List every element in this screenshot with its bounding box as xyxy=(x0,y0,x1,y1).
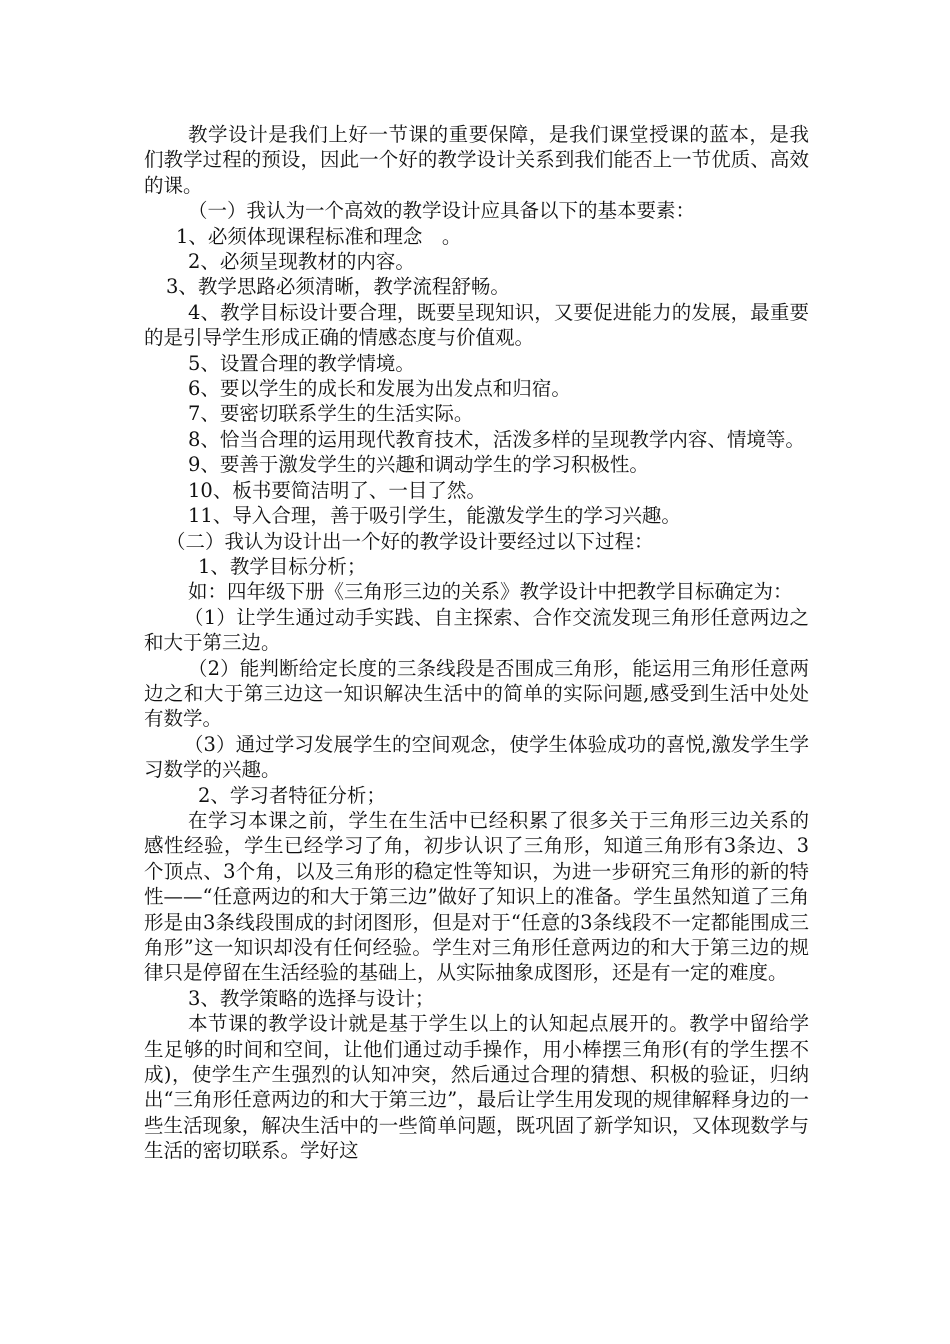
document-body xyxy=(144,122,809,1164)
element-item-5: 5、设置合理的教学情境。 xyxy=(188,351,415,375)
goal-1: （1）让学生通过动手实践、自主探索、合作交流发现三角形任意两边之和大于第三边。 xyxy=(144,605,809,655)
element-item-9: 9、要善于激发学生的兴趣和调动学生的学习积极性。 xyxy=(188,453,649,477)
element-item-8: 8、恰当合理的运用现代教育技术，活泼多样的呈现教学内容、情境等。 xyxy=(188,427,805,451)
element-item-6: 6、要以学生的成长和发展为出发点和归宿。 xyxy=(188,377,571,401)
element-item-11: 11、导入合理，善于吸引学生，能激发学生的学习兴趣。 xyxy=(188,504,681,528)
process-step-3: 3、教学策略的选择与设计； xyxy=(188,986,435,1010)
element-item-3: 3、教学思路必须清晰，教学流程舒畅。 xyxy=(166,275,510,299)
element-item-10: 10、板书要简洁明了、一目了然。 xyxy=(188,478,486,502)
process-step-1: 1、教学目标分析； xyxy=(198,554,367,578)
element-item-1: 1、必须体现课程标准和理念 。 xyxy=(176,224,462,248)
goal-2: （2）能判断给定长度的三条线段是否围成三角形，能运用三角形任意两边之和大于第三边这一知识解决生活中的简单的实际问题,感受到生活中处处有数学。 xyxy=(144,656,809,731)
process-step-2: 2、学习者特征分析； xyxy=(198,783,386,807)
element-item-7: 7、要密切联系学生的生活实际。 xyxy=(188,402,474,426)
strategy-paragraph: 本节课的教学设计就是基于学生以上的认知起点展开的。教学中留给学生足够的时间和空间，让他们通过动手操作，用小棒摆三角形(有的学生摆不成)，使学生产生强烈的认知冲突，然后通过合理的猜想、积极的验证，归纳出“三角形任意两边的和大于第三边”，最后让学生用发现的规律解释身边的一些生活现象，解决生活中的一些简单问题，既巩固了新学知识，又体现数学与生活的密切联系。学好这 xyxy=(144,1012,809,1163)
section-two-heading: （二）我认为设计出一个好的教学设计要经过以下过程： xyxy=(166,529,654,553)
goal-3: （3）通过学习发展学生的空间观念，使学生体验成功的喜悦,激发学生学习数学的兴趣。 xyxy=(144,732,809,782)
example-intro: 如：四年级下册《三角形三边的关系》教学设计中把教学目标确定为： xyxy=(188,580,793,604)
learner-analysis-paragraph: 在学习本课之前，学生在生活中已经积累了很多关于三角形三边关系的感性经验，学生已经学习了角，初步认识了三角形，知道三角形有3条边、3个顶点、3个角，以及三角形的稳定性等知识，为进一步研究三角形的新的特性——“任意两边的和大于第三边”做好了知识上的准备。学生虽然知道了三角形是由3条线段围成的封闭图形，但是对于“任意的3条线段不一定都能围成三角形”这一知识却没有任何经验。学生对三角形任意两边的和大于第三边的规律只是停留在生活经验的基础上，从实际抽象成图形，还是有一定的难度。 xyxy=(144,808,809,985)
section-one-heading: （一）我认为一个高效的教学设计应具备以下的基本要素： xyxy=(188,199,696,223)
intro-paragraph: 教学设计是我们上好一节课的重要保障，是我们课堂授课的蓝本，是我们教学过程的预设，因此一个好的教学设计关系到我们能否上一节优质、高效的课。 xyxy=(144,123,809,197)
element-item-2: 2、必须呈现教材的内容。 xyxy=(188,250,415,274)
element-item-4: 4、教学目标设计要合理，既要呈现知识，又要促进能力的发展，最重要的是引导学生形成正确的情感态度与价值观。 xyxy=(144,300,809,350)
